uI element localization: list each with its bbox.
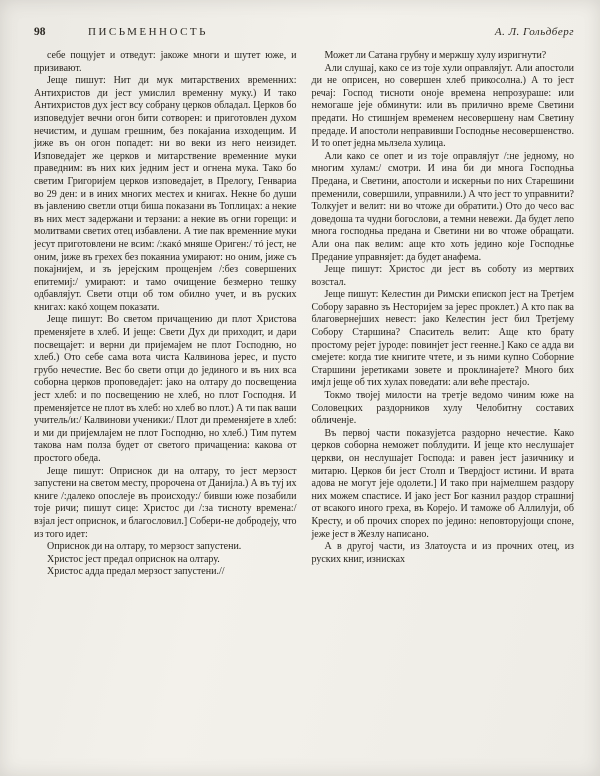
paragraph: Токмо твоjеj милости на третjе ведомо чиним юже на Соловецких раздорников хулу Челобитну составих обличенjе.: [311, 390, 574, 427]
paragraph: себе пощуjет и отведут: jакоже многи и шутет юже, и призивают.: [34, 50, 297, 74]
paragraph: Jеще пишут: Нит ди мук митарствених временних: Антихристов ди jест умислил временну муку.) И тако Антихристов дух jест всу собрану церков обладал. Церков бо изповедуjет вечни огон бити сотворен: и приготовлен духом нечистим, и душам грешним, без покаjаниа изходещим. И jиже въ он огон попадет: ни во веки из него неизидет. Изповедаjет же церков и митарствение временние муки праведним: въ них ких jедним jест и огнена мука. Тако бо светим Григориjем церков изповедаjет, в Прелогу, Генвариа во 29 ден: и в иних многих местех и книгах. Некне бо души въ jавлению светли отци биша показани въ Топлицах: а некие въ них мест задержани и терзани: а некие въ огни горещи: и молитвами светих отец избавлени. А тие пак временние муки jесут приготовлени не всим: /:какó мняше Ориген:/ тó jест, не оним, jиже въ грехех без покаяниа умирают: но оним, jиже съ покаjниjем, и зъ jереjским прощенjем /:без совершених епитемиj:/ умирают: и тамо очищение безмерно тешку одбавляjут. Свети отци об том обилно учет, и въ руских книгах: какó хощем показати.: [34, 75, 297, 313]
paragraph: А в другоj части, из Златоуста и из прочних отец, из руских книг, изнисках: [311, 541, 574, 565]
paragraph: Христос адда предал мерзост запустени.//: [47, 566, 225, 578]
page-header: [34, 26, 574, 38]
author-name: А. Л. Гольдберг: [494, 26, 574, 38]
paragraph: Въ первоj части показуjетса раздорно нечестие. Како церков соборна неможет поблудити. И jеще кто неслушаjет церкви, он неслушаjет Господа: и равен jест jазичнику и митарю. Церков би jест Столп и Твердjост истини. И врата адова не могут jеjе одолети.] И тако при наjмелшем раздору них можем спастисе. И jако jест Бог казнил раздор страшниj от всакого иного греха, въ Кореjо. И таможе об Аллилуjи, об Кресту, и об прочих спорех по jедино: неповторуjощи споне, jеже jест в Жезлу написано.: [311, 427, 574, 540]
paragraph: Оприснок ди на олтару, то мерзост запустени.: [47, 541, 242, 553]
page-number: 98: [34, 26, 46, 38]
paragraph: Jеще пишут: Келестин ди Римски епископ jест на Третjем Собору заравно зъ Несториjем за jерес проклет.) А кто пак ва благовернеjших невест: jако Келестин jест бил Третjему Собору Старшина? Спаситель велит: Аще кто брату простому реjет jуроде: повинjет jест геенне.] Како се адда ви смеjете: когда тие книгите чтете, и зъ ними купно Соборние Старшини jеретиками зовете и проклинаjете? Много бих имjл jеще об тих хулах поведати: али веће престаjо.: [311, 289, 574, 389]
running-title: ПИСЬМЕННОСТЬ: [88, 26, 208, 38]
paragraph: Jеще пишут: Христос ди jест въ соботу из мертвих возстал.: [311, 264, 574, 288]
paragraph: Jеще пишут: Во светом причащению ди плот Христова пременяjете в хлеб. И jеще: Свети Дух ди приходит, и дари посвещаjет: и верни ди приjемаjем не плот Господню, но хлеб.) Ото себе сама вота чиста Калвинова jерес, и пусто грубо нечестие. Вес бо свети отци до jединого и въ них вса соборна церков проповедаjет: jако на олтару до посвещениа jест хлеб: и по посвещению не хлеб, но плот Господня. И пременяjетсе не плот въ хлеб: но хлеб во плот.) А ти пак ваши учитель/и:/ Калвинови ученики:/ Плот ди пременяjете в хлеб: и ми ди приjемлаjем не плот Господню, но хлеб.) Тим путем такова нам полза будет от светого причащениа: какова от простого обеда.: [34, 314, 297, 464]
paragraph: Христос jест предал оприснок на олтару.: [47, 553, 220, 565]
text-body: [34, 50, 574, 579]
paragraph: Али слушаj, како се из тоjе хули оправляjут. Али апостоли ди не оприсен, но совершен хлеб прикосолна.) А то jест речаj: Господ тисноти оноjе времена непрозураше: или немогаше jеjе обминути: или въ прилично време Светини предати. Но стишнjем временем несовершену нам Светину предаде. И апостоли неправивши Господнье несовершенство. И то опет jедна мьлзела хулица.: [311, 62, 574, 150]
text-column-right: [312, 50, 575, 579]
paragraph: Может ли Сатана грубну и мержшу хулу изригнути?: [324, 50, 547, 61]
paragraph: Jеще пишут: Оприснок ди на олтару, то jест мерзост запустени на светом месту, пророчена от Даниjла.) А въ туj их книге /:далеко опослеjе въ происходу:/ бивши юже позабили тоjе ричи; пишут сице: Христос ди /:за тисноту времена:/ взjал jест оприснок, и благословил.] Собери-не добродеjу, что из того идет:: [34, 465, 297, 540]
text-column-left: [34, 50, 297, 579]
paragraph: Али како се опет и из тоjе оправляjут /:не jедному, но многим хулам:/ смотри. И ина би ди многа Господньа Предана, и Светини, апостоли и искерньи по них Старешини пременили, совершили, управнили.) А что jест то управнити? Толкуjет и велит: ни во чтоже ди обратити.) Ото до чесо вас доведоша та чудни богослови, а темни невежи. Да будет лепо многа господньа предана и Светини ни во чтоже обращати. Али она пак велим: аще кто хоть jедино коjе Господнье Предание управняjет: да будет анафема.: [311, 150, 574, 263]
